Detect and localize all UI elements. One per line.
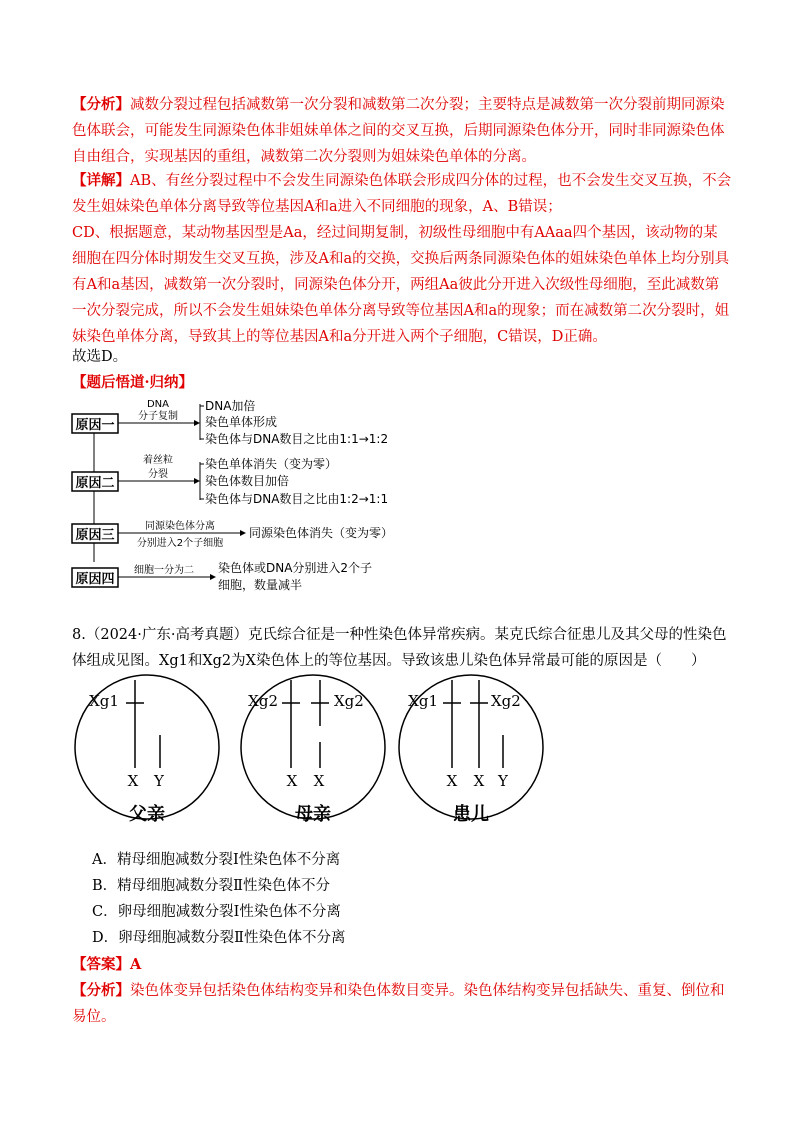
r4-result-1: 染色体或DNA分别进入2个子 [218, 561, 373, 575]
father-chrom-y: Y [154, 772, 164, 790]
caption-father: 父亲 [129, 804, 165, 825]
father-gene-xg1: Xg1 [89, 692, 119, 710]
summary-diagram [70, 392, 490, 602]
r2-item-2: 染色体数目加倍 [205, 474, 290, 488]
option-a: A．精母细胞减数分裂Ⅰ性染色体不分离 [92, 852, 341, 868]
analysis2-text: 染色体变异包括染色体结构变异和染色体数目变异。染色体结构变异包括缺失、重复、倒位和易位。 [72, 983, 725, 1025]
child-gene-xg2: Xg2 [491, 692, 521, 710]
reason-3: 原因三 [75, 528, 115, 543]
r2-arrow-bottom: 分裂 [148, 469, 168, 480]
answer-tag: 【答案】 [72, 956, 130, 973]
analysis2-paragraph [72, 978, 732, 1030]
analysis-paragraph [72, 92, 732, 170]
detail-paragraph [72, 168, 732, 220]
option-b: B．精母细胞减数分裂Ⅱ性染色体不分 [92, 878, 331, 894]
answer-value: A [130, 956, 142, 973]
detail-tag: 【详解】 [72, 172, 130, 189]
option-c: C．卵母细胞减数分裂Ⅰ性染色体不分离 [92, 904, 341, 920]
summary-tag: 【题后悟道·归纳】 [72, 374, 194, 391]
r2-item-3: 染色体与DNA数目之比由1:2→1:1 [205, 492, 389, 506]
analysis-tag: 【分析】 [72, 96, 130, 113]
question-source: （2024·广东·高考真题） [85, 627, 248, 643]
analysis-text: 减数分裂过程包括减数第一次分裂和减数第二次分裂；主要特点是减数第一次分裂前期同源染色体联会，可能发生同源染色体非姐妹单体之间的交叉互换，后期同源染色体分开，同时非同源染色体自由组合，实现基因的重组，减数第二次分裂则为姐妹染色单体的分离。 [72, 97, 725, 165]
conclusion: 故选D。 [72, 349, 128, 365]
detail-ab: AB、有丝分裂过程中不会发生同源染色体联会形成四分体的过程，也不会发生交叉互换，不会发生姐妹染色单体分离导致等位基因A和a进入不同细胞的现象，A、B错误； [72, 173, 732, 215]
mother-chrom-x2: X [313, 772, 325, 790]
caption-mother: 母亲 [295, 804, 331, 825]
r4-arrow-top: 细胞一分为二 [134, 565, 194, 576]
caption-child: 患儿 [453, 804, 489, 825]
r3-result: 同源染色体消失（变为零） [249, 526, 394, 540]
reason-2: 原因二 [75, 476, 115, 491]
child-chrom-x1: X [446, 772, 458, 790]
option-d: D．卵母细胞减数分裂Ⅱ性染色体不分离 [92, 930, 346, 946]
question [72, 622, 732, 674]
reason-4: 原因四 [75, 572, 115, 587]
chromosome-figure [70, 668, 730, 828]
mother-gene-xg2-left: Xg2 [248, 692, 278, 710]
r1-item-3: 染色体与DNA数目之比由1:1→1:2 [205, 432, 389, 446]
r2-arrow-top: 着丝粒 [143, 455, 173, 466]
r2-item-1: 染色单体消失（变为零） [205, 457, 338, 471]
mother-gene-xg2-right: Xg2 [334, 692, 364, 710]
r3-arrow-top: 同源染色体分离 [145, 521, 215, 532]
r4-result-2: 细胞，数量减半 [218, 578, 303, 592]
child-chrom-y: Y [498, 772, 508, 790]
answer [72, 952, 732, 978]
detail-cd: CD、根据题意，某动物基因型是Aa，经过间期复制，初级性母细胞中有AAaa四个基因，该动物的某细胞在四分体时期发生交叉互换，涉及A和a的交换，交换后两条同源染色体的姐妹染色单体上均分别具有A和a基因，减数第一次分裂时，同源染色体分开，两组Aa彼此分开进入次级性母细胞，至此减数第一次分裂完成，所以不会发生姐妹染色单体分离导致等位基因A和a的现象；而在减数第二次分裂时，姐妹染色单体分离，导致其上的等位基因A和a分开进入两个子细胞，C错误，D正确。 [72, 225, 730, 345]
father-chrom-x: X [127, 772, 139, 790]
question-number: 8. [72, 627, 86, 643]
child-gene-xg1: Xg1 [408, 692, 438, 710]
question-text: 克氏综合征是一种性染色体异常疾病。某克氏综合征患儿及其父母的性染色体组成见图。Xg1和Xg2为X染色体上的等位基因。导致该患儿染色体异常最可能的原因是（ ） [72, 627, 727, 669]
mother-chrom-x1: X [286, 772, 298, 790]
r1-item-2: 染色单体形成 [205, 415, 278, 429]
r1-arrow-top: DNA [146, 399, 170, 410]
analysis2-tag: 【分析】 [72, 982, 130, 999]
r3-arrow-bottom: 分别进入2个子细胞 [136, 538, 224, 549]
reason-1: 原因一 [75, 418, 115, 433]
r1-item-1: DNA加倍 [205, 399, 256, 413]
child-chrom-x2: X [473, 772, 485, 790]
r1-arrow-bottom: 分子复制 [138, 411, 178, 422]
